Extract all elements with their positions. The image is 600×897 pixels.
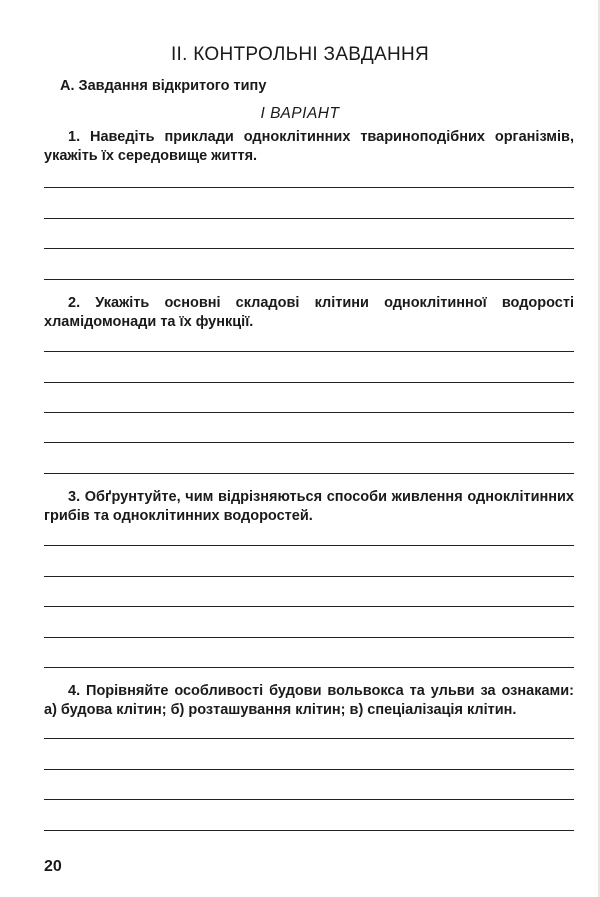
question-1: 1. Наведіть приклади одноклітинних твариноподібних організмів, укажіть їх середовище життя. — [44, 129, 574, 164]
answer-line[interactable] — [44, 351, 574, 352]
answer-line[interactable] — [44, 606, 574, 607]
answer-line[interactable] — [44, 576, 574, 577]
answer-line[interactable] — [44, 412, 574, 413]
question-2: 2. Укажіть основні складові клітини одноклітинної водорості хламідомонади та їх функції. — [44, 295, 574, 330]
variant-title: І ВАРІАНТ — [260, 105, 340, 122]
answer-line[interactable] — [44, 769, 574, 770]
answer-line[interactable] — [44, 382, 574, 383]
answer-line[interactable] — [44, 637, 574, 638]
question-3: 3. Обґрунтуйте, чим відрізняються способи живлення одноклітинних грибів та одноклітинних водоростей. — [44, 489, 574, 524]
answer-line[interactable] — [44, 830, 574, 831]
answer-line[interactable] — [44, 187, 574, 188]
answer-line[interactable] — [44, 279, 574, 280]
answer-line[interactable] — [44, 473, 574, 474]
answer-line[interactable] — [44, 799, 574, 800]
answer-line[interactable] — [44, 248, 574, 249]
question-4: 4. Порівняйте особливості будови вольвокса та ульви за ознаками: а) будова клітин; б) розташування клітин; в) спеціалізація клітин. — [44, 683, 574, 718]
answer-line[interactable] — [44, 218, 574, 219]
answer-line[interactable] — [44, 545, 574, 546]
section-title: ІІ. КОНТРОЛЬНІ ЗАВДАННЯ — [170, 44, 430, 65]
answer-line[interactable] — [44, 442, 574, 443]
answer-line[interactable] — [44, 738, 574, 739]
subsection-title: А. Завдання відкритого типу — [60, 78, 267, 94]
answer-line[interactable] — [44, 667, 574, 668]
page-number: 20 — [44, 858, 62, 875]
